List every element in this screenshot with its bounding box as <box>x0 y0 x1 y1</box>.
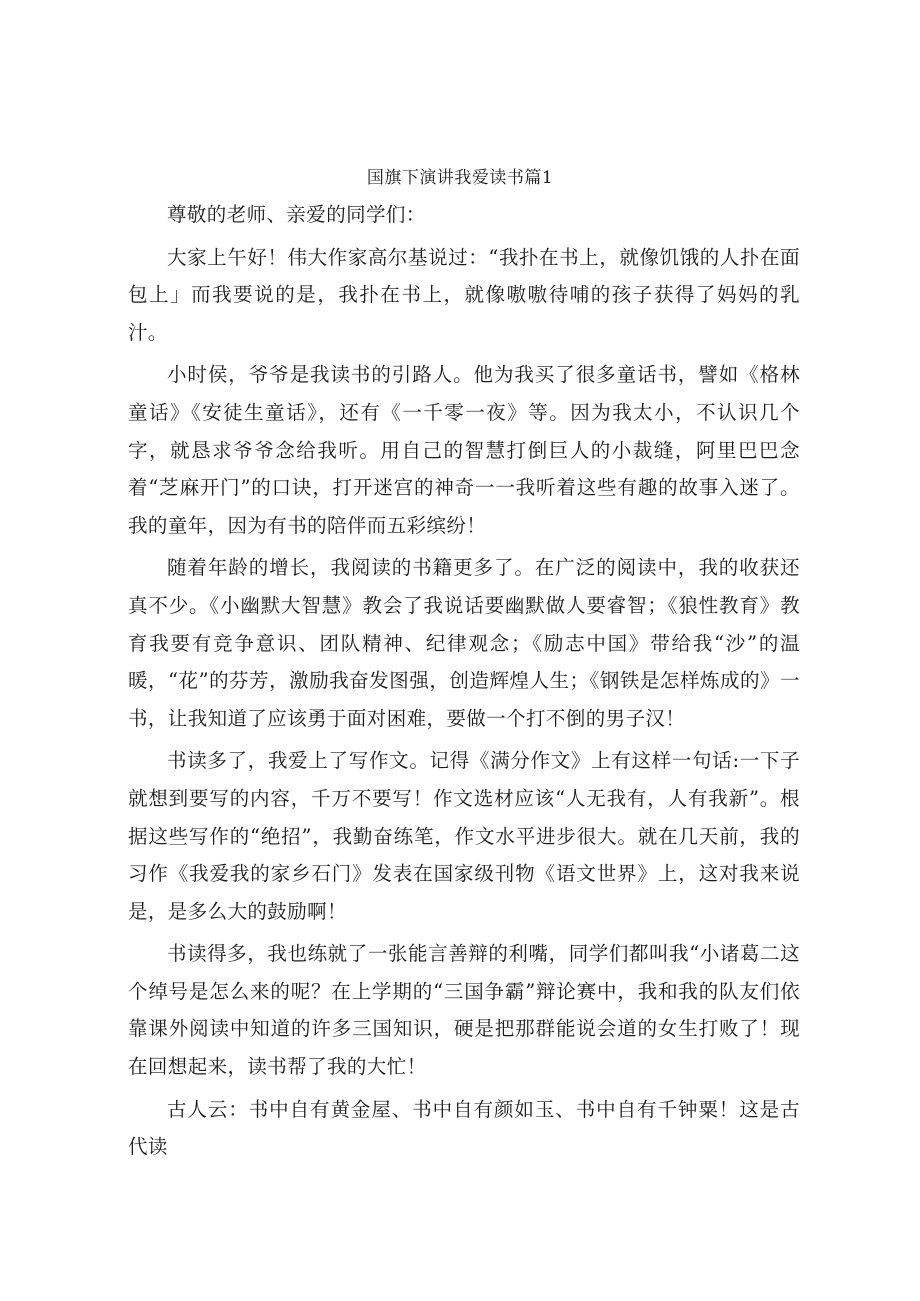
greeting-paragraph: 尊敬的老师、亲爱的同学们： <box>167 203 426 226</box>
body-paragraph-1: 大家上午好！伟大作家高尔基说过：“我扑在书上，就像饥饿的人扑在面包上」而我要说的是，我扑在书上，就像嗷嗷待哺的孩子获得了妈妈的乳汁。 <box>128 245 800 344</box>
body-paragraph-4: 书读多了，我爱上了写作文。记得《满分作文》上有这样一句话:一下子就想到要写的内容，千万不要写！作文选材应该“人无我有，人有我新”。根据这些写作的“绝招”，我勤奋练笔，作文水平进步很大。就在几天前，我的习作《我爱我的家乡石门》发表在国家级刊物《语文世界》上，这对我来说是，是多么大的鼓励啊！ <box>128 749 800 923</box>
document-body <box>128 196 800 1171</box>
body-paragraph-5: 书读得多，我也练就了一张能言善辩的利嘴，同学们都叫我“小诸葛二这个绰号是怎么来的呢？在上学期的“三国争霸”辩论赛中，我和我的队友们依靠课外阅读中知道的许多三国知识，硬是把那群能说会道的女生打败了！现在回想起来，读书帮了我的大忙！ <box>128 942 800 1079</box>
body-paragraph-3: 随着年龄的增长，我阅读的书籍更多了。在广泛的阅读中，我的收获还真不少。《小幽默大智慧》教会了我说话要幽默做人要睿智；《狼性教育》教育我要有竞争意识、团队精神、纪律观念；《励志中国》带给我“沙”的温暖，“花”的芬芳，激励我奋发图强，创造辉煌人生；《钢铁是怎样炼成的》一书，让我知道了应该勇于面对困难，要做一个打不倒的男子汉！ <box>128 556 800 730</box>
body-paragraph-6: 古人云：书中自有黄金屋、书中自有颜如玉、书中自有千钟粟！这是古代读 <box>128 1097 800 1159</box>
document-title: 国旗下演讲我爱读书篇1 <box>366 168 554 188</box>
body-paragraph-2: 小时侯，爷爷是我读书的引路人。他为我买了很多童话书，譬如《格林童话》《安徒生童话》，还有《一千零一夜》等。因为我太小，不认识几个字，就恳求爷爷念给我听。用自己的智慧打倒巨人的小裁缝，阿里巴巴念着“芝麻开门”的口诀，打开迷宫的神奇一一我听着这些有趣的故事入迷了。我的童年，因为有书的陪伴而五彩缤纷！ <box>128 363 800 537</box>
